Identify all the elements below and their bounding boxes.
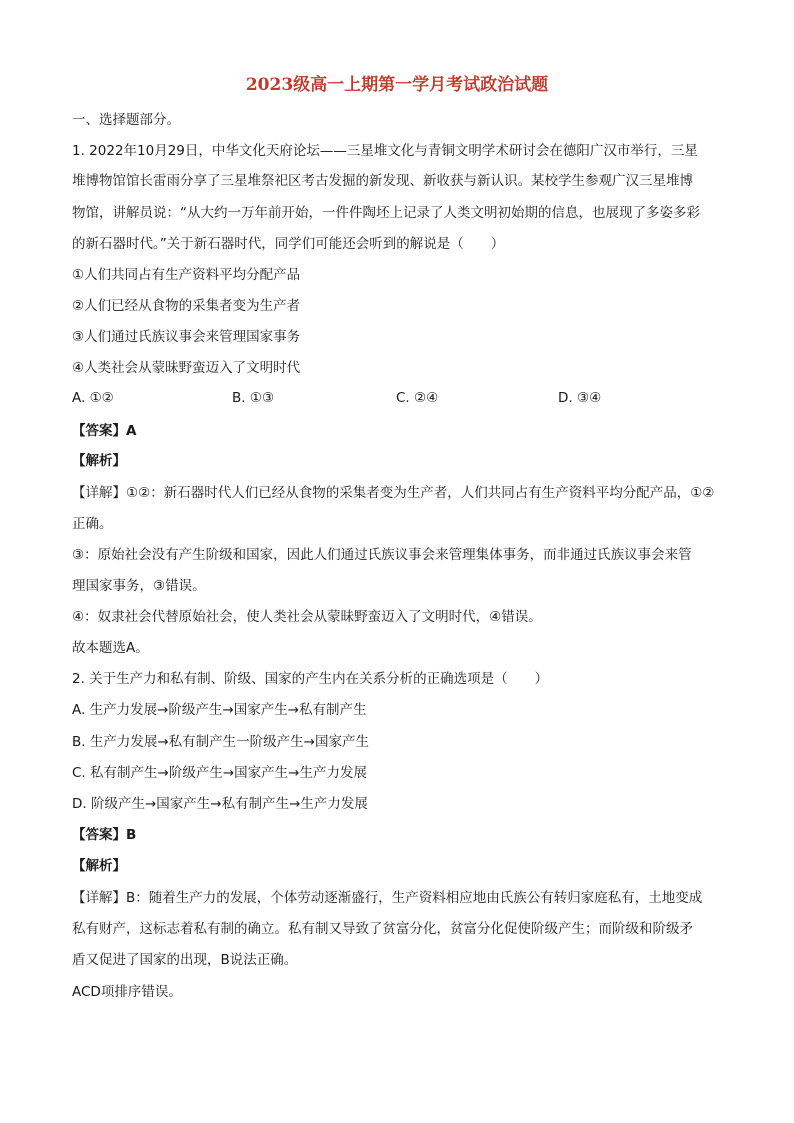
q1-statement: ④人类社会从蒙昧野蛮迈入了文明时代 bbox=[72, 360, 301, 376]
exam-title: 2023级高一上期第一学月考试政治试题 bbox=[245, 75, 549, 95]
q1-statement: ②人们已经从食物的采集者变为生产者 bbox=[72, 298, 301, 314]
q1-answer: 【答案】A bbox=[72, 423, 137, 439]
q2-answer: 【答案】B bbox=[72, 827, 137, 843]
q1-detail-line: ④：奴隶社会代替原始社会，使人类社会从蒙昧野蛮迈入了文明时代，④错误。 bbox=[72, 609, 542, 625]
q1-detail-line: 理国家事务，③错误。 bbox=[72, 578, 206, 594]
q1-detail-line: ③：原始社会没有产生阶级和国家，因此人们通过氏族议事会来管理集体事务，而非通过氏族议事会来管 bbox=[72, 547, 692, 563]
q2-option-d: D. 阶级产生→国家产生→私有制产生→生产力发展 bbox=[72, 796, 368, 812]
q1-stem-line: 堆博物馆馆长雷雨分享了三星堆祭祀区考古发掘的新发现、新收获与新认识。某校学生参观广汉三星堆博 bbox=[72, 173, 693, 189]
q1-detail-line: 【详解】①②：新石器时代人们已经从食物的采集者变为生产者，人们共同占有生产资料平均分配产品，①② bbox=[72, 485, 715, 501]
q2-option-b: B. 生产力发展→私有制产生一阶级产生→国家产生 bbox=[72, 734, 369, 750]
q1-stem-line: 1. 2022年10月29日，中华文化天府论坛——三星堆文化与青铜文明学术研讨会在德阳广汉市举行，三星 bbox=[72, 143, 698, 159]
q1-statement: ③人们通过氏族议事会来管理国家事务 bbox=[72, 329, 301, 345]
q2-detail-line: ACD项排序错误。 bbox=[72, 984, 182, 1000]
q1-option-d: D. ③④ bbox=[558, 390, 602, 406]
q1-options bbox=[72, 390, 722, 410]
q1-option-b: B. ①③ bbox=[232, 390, 275, 406]
q2-stem: 2. 关于生产力和私有制、阶级、国家的产生内在关系分析的正确选项是（ ） bbox=[72, 671, 549, 687]
q1-detail-line: 正确。 bbox=[72, 516, 113, 532]
q1-statement: ①人们共同占有生产资料平均分配产品 bbox=[72, 267, 301, 283]
q2-option-a: A. 生产力发展→阶级产生→国家产生→私有制产生 bbox=[72, 702, 367, 718]
q2-detail-line: 【详解】B：随着生产力的发展，个体劳动逐渐盛行，生产资料相应地由氏族公有转归家庭私有，土地变成 bbox=[72, 890, 703, 906]
q2-detail-line: 盾又促进了国家的出现，B说法正确。 bbox=[72, 952, 298, 968]
q1-stem-line: 的新石器时代。”关于新石器时代，同学们可能还会听到的解说是（ ） bbox=[72, 236, 505, 252]
q1-stem-line: 物馆，讲解员说：“从大约一万年前开始，一件件陶坯上记录了人类文明初始期的信息，也展现了多姿多彩 bbox=[72, 205, 700, 221]
q1-option-c: C. ②④ bbox=[396, 390, 439, 406]
q2-option-c: C. 私有制产生→阶级产生→国家产生→生产力发展 bbox=[72, 765, 367, 781]
q1-detail-line: 故本题选A。 bbox=[72, 640, 149, 656]
q2-analysis-label: 【解析】 bbox=[72, 858, 126, 874]
q2-detail-line: 私有财产，这标志着私有制的确立。私有制又导致了贫富分化，贫富分化促使阶级产生；而阶级和阶级矛 bbox=[72, 921, 693, 937]
section-heading: 一、选择题部分。 bbox=[72, 112, 180, 128]
q1-analysis-label: 【解析】 bbox=[72, 453, 126, 469]
q1-option-a: A. ①② bbox=[72, 390, 114, 406]
